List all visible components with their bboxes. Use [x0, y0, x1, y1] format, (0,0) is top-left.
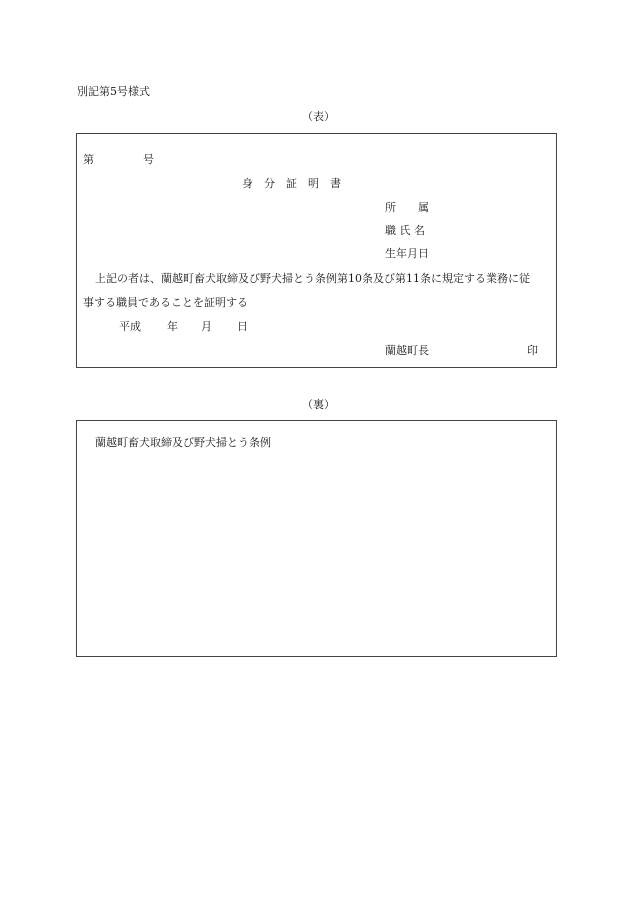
front-side-heading: （表） — [302, 110, 335, 123]
certification-statement-line2: 事する職員であることを証明する — [83, 296, 248, 309]
position-name-label: 職 氏 名 — [385, 224, 425, 237]
birthdate-label: 生年月日 — [385, 247, 429, 260]
certification-statement-line1: 上記の者は、蘭越町畜犬取締及び野犬掃とう条例第10条及び第11条に規定する業務に従 — [95, 272, 530, 285]
affiliation-label: 所 属 — [385, 201, 429, 214]
date-year: 年 — [167, 320, 178, 333]
card-number-prefix: 第 — [83, 153, 94, 166]
form-number-label: 別記第5号様式 — [77, 85, 150, 98]
seal-mark: 印 — [527, 344, 538, 357]
id-card-front — [76, 133, 557, 368]
issuer-title: 蘭越町長 — [385, 344, 429, 357]
ordinance-title: 蘭越町畜犬取締及び野犬掃とう条例 — [95, 436, 271, 449]
date-day: 日 — [237, 320, 248, 333]
id-card-back — [76, 420, 557, 657]
date-era: 平成 — [119, 320, 141, 333]
card-number-suffix: 号 — [143, 153, 154, 166]
date-month: 月 — [201, 320, 212, 333]
back-side-heading: （裏） — [302, 398, 335, 411]
certificate-title: 身 分 証 明 書 — [242, 177, 341, 190]
